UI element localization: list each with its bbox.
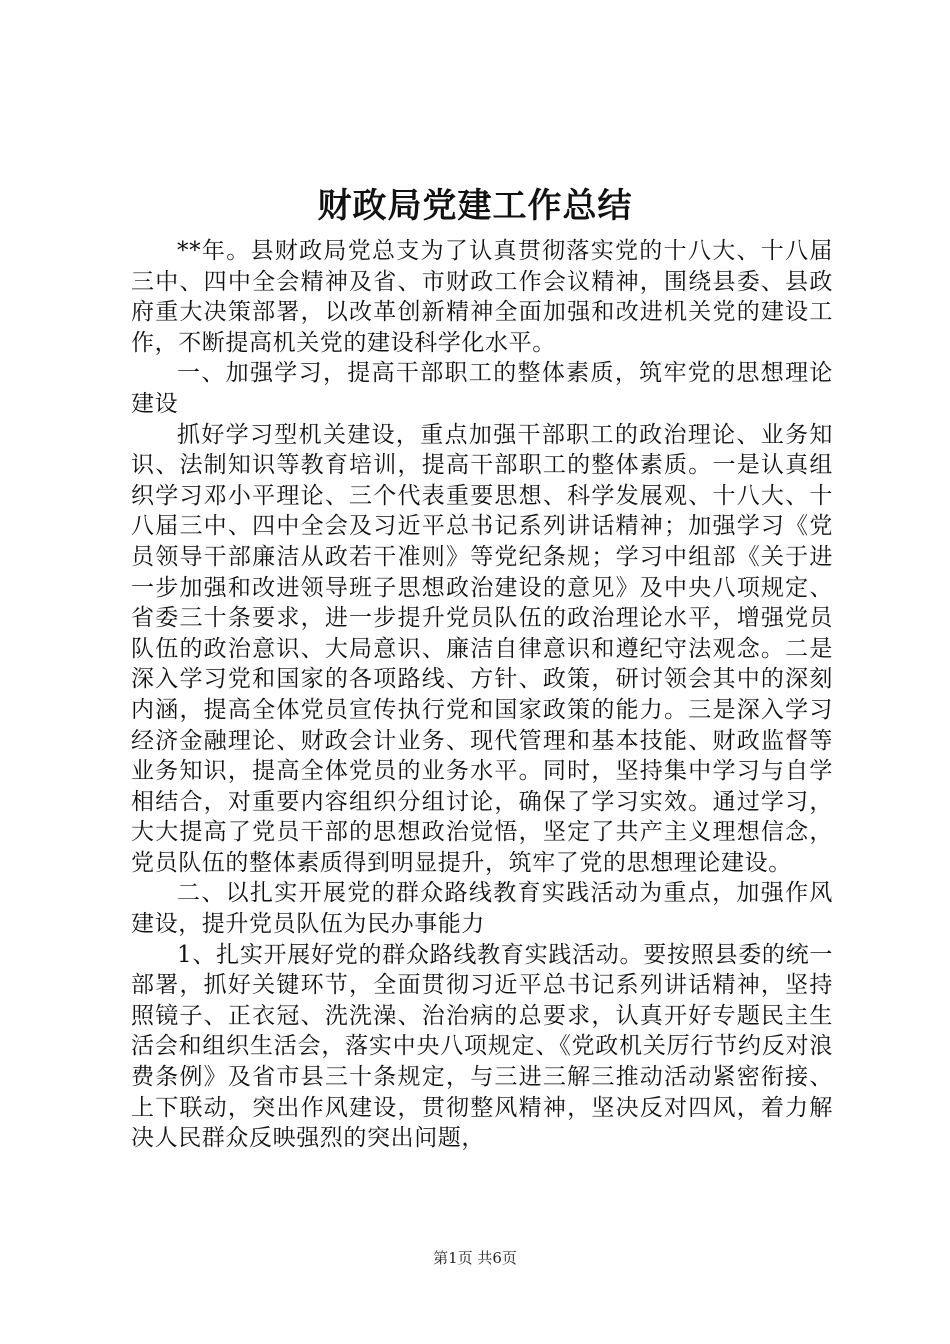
intro-paragraph: **年。县财政局党总支为了认真贯彻落实党的十八大、十八届三中、四中全会精神及省、市财政工作会议精神，围绕县委、县政府重大决策部署，以改革创新精神全面加强和改进机关党的建设工作，不断提高机关党的建设科学化水平。 bbox=[131, 238, 833, 356]
section-heading-1: 一、加强学习，提高干部职工的整体素质，筑牢党的思想理论建设 bbox=[131, 360, 833, 417]
section-heading-2: 二、以扎实开展党的群众路线教育实践活动为重点，加强作风建设，提升党员队伍为民办事能力 bbox=[131, 880, 833, 938]
section-1-paragraph: 抓好学习型机关建设，重点加强干部职工的政治理论、业务知识、法制知识等教育培训，提高干部职工的整体素质。一是认真组织学习邓小平理论、三个代表重要思想、科学发展观、十八大、十八届三中、四中全会及习近平总书记系列讲话精神；加强学习《党员领导干部廉洁从政若干准则》等党纪条规；学习中组部《关于进一步加强和改进领导班子思想政治建设的意见》及中央八项规定、省委三十条要求，进一步提升党员队伍的政治理论水平，增强党员队伍的政治意识、大局意识、廉洁自律意识和遵纪守法观念。二是深入学习党和国家的各项路线、方针、政策，研讨领会其中的深刻内涵，提高全体党员宣传执行党和国家政策的能力。三是深入学习经济金融理论、财政会计业务、现代管理和基本技能、财政监督等业务知识，提高全体党员的业务水平。同时，坚持集中学习与自学相结合，对重要内容组织分组讨论，确保了学习实效。通过学习，大大提高了党员干部的思想政治觉悟，坚定了共产主义理想信念，党员队伍的整体素质得到明显提升，筑牢了党的思想理论建设。 bbox=[131, 421, 833, 876]
page-footer: 第1页 共6页 bbox=[433, 1249, 517, 1267]
section-2-paragraph: 1、扎实开展好党的群众路线教育实践活动。要按照县委的统一部署，抓好关键环节，全面贯彻习近平总书记系列讲话精神，坚持照镜子、正衣冠、洗洗澡、治治病的总要求，认真开好专题民主生活会和组织生活会，落实中央八项规定、《党政机关厉行节约反对浪费条例》及省市县三十条规定，与三进三解三推动活动紧密衔接、上下联动，突出作风建设，贯彻整风精神，坚决反对四风，着力解决人民群众反映强烈的突出问题， bbox=[131, 941, 833, 1152]
document-body bbox=[131, 236, 833, 1154]
document-title: 财政局党建工作总结 bbox=[317, 186, 633, 226]
